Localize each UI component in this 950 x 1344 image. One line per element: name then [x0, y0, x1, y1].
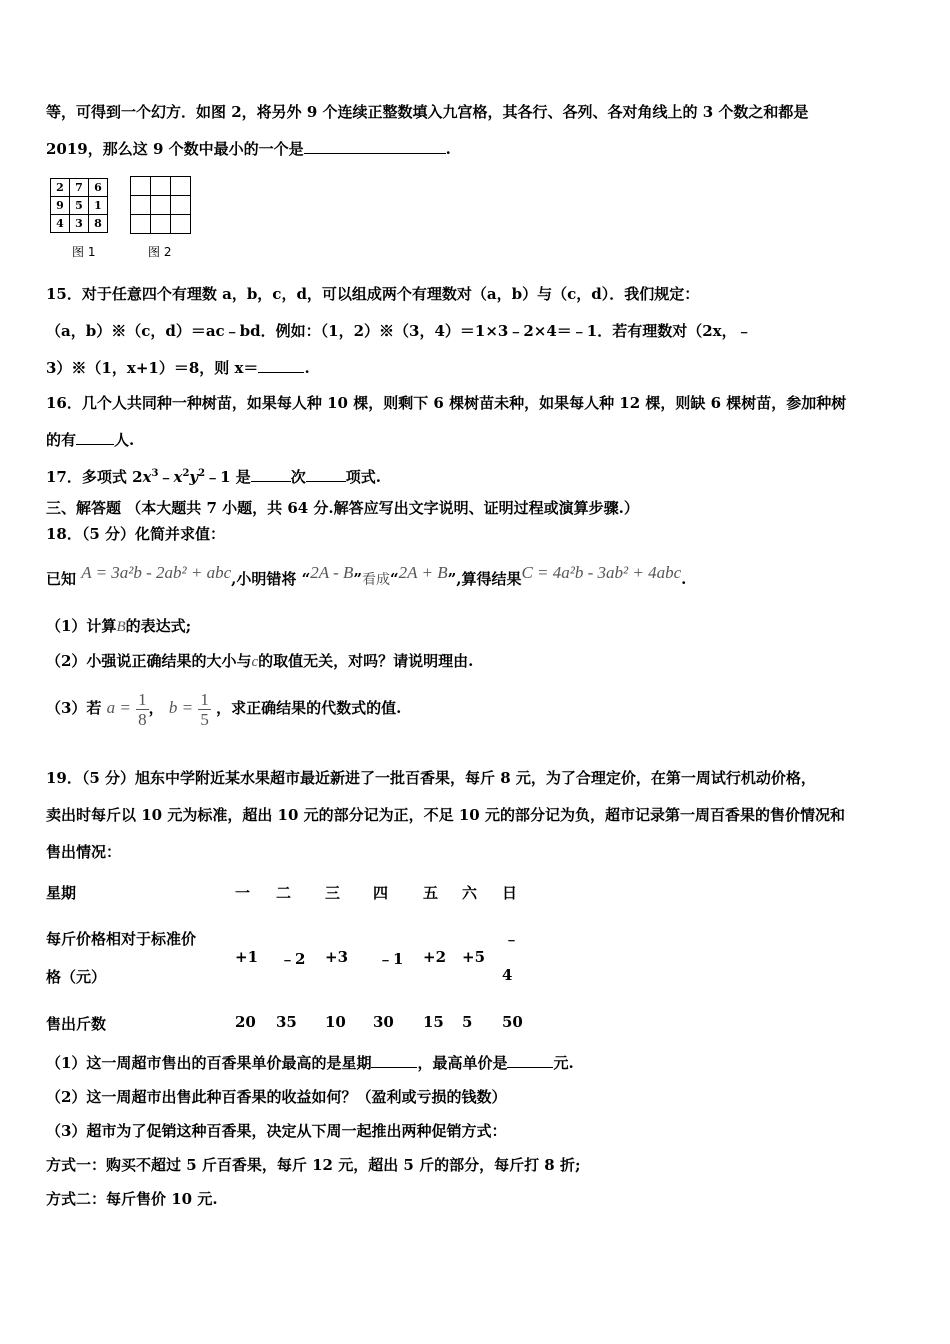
q18-expr-a: A = 3a²b - 2ab² + abc [81, 563, 232, 582]
q18-p3-b: b = [168, 698, 194, 717]
q18-frac-a [136, 690, 149, 729]
table-label-weekday: 星期 [46, 884, 77, 902]
q18-mid4: ”,算得结果 [447, 570, 522, 588]
q18-frac-a-den: 8 [138, 709, 147, 729]
fig2-caption: 图 2 [148, 245, 172, 259]
fig1-cell: 4 [51, 215, 70, 233]
q15-line1: 15．对于任意四个有理数 a，b，c，d，可以组成两个有理数对（a，b）与（c，d）．我们规定： [46, 285, 700, 303]
q15-line3-text: 3）※（1，x+1）＝8，则 x＝ [46, 359, 259, 377]
q18-p1-pre: （1）计算 [46, 617, 117, 635]
fig2-cell [131, 177, 151, 196]
q18-known: 已知 [46, 570, 77, 588]
q16-line1: 16．几个人共同种一种树苗，如果每人种 10 棵，则剩下 6 棵树苗未种，如果每人种 12 棵，则缺 6 棵树苗，参加种树 [46, 394, 847, 412]
table-price: +3 [325, 948, 349, 966]
fig1-cell: 5 [70, 197, 89, 215]
q18-end: . [681, 570, 687, 588]
fig1-cell: 1 [89, 197, 108, 215]
fig2-cell [151, 215, 171, 234]
q14-line2-text: 2019，那么这 9 个数中最小的一个是 [46, 140, 304, 158]
q17-exp2a: 2 [182, 468, 190, 479]
q18-frac-a-num: 1 [138, 689, 147, 709]
q18-part1 [46, 616, 191, 637]
section3-title: 三、解答题 （本大题共 7 小题，共 64 分.解答应写出文字说明、证明过程或演算步骤.） [46, 499, 639, 517]
table-sales: 20 [235, 1013, 256, 1031]
q18-given [46, 563, 687, 588]
q15-line2: （a，b）※（c，d）＝ac﹣bd．例如：（1，2）※（3，4）＝1×3﹣2×4＝﹣1．若有理数对（2x，﹣ [46, 322, 752, 340]
q18-expr-c: C = 4a²b - 3ab² + 4abc [521, 563, 682, 582]
table-day: 日 [502, 884, 518, 902]
fig1-caption: 图 1 [72, 245, 96, 259]
q18-p1-var: B [116, 619, 126, 635]
q18-part3 [46, 686, 401, 730]
q18-p3-post: ，求正确结果的代数式的值. [216, 699, 402, 717]
table-sales: 10 [325, 1013, 346, 1031]
q19-way1: 方式一：购买不超过 5 斤百香果，每斤 12 元，超出 5 斤的部分，每斤打 8 折; [46, 1156, 581, 1174]
table-day: 二 [276, 884, 292, 902]
q18-frac-b-num: 1 [200, 689, 209, 709]
q18-header: 18．（5 分）化简并求值： [46, 525, 226, 543]
q18-frac-b [198, 690, 211, 729]
q18-p2-post: 的取值无关，对吗？请说明理由. [258, 652, 474, 670]
table-sales: 5 [462, 1013, 473, 1031]
table-price: +2 [423, 948, 447, 966]
table-price: +1 [235, 948, 259, 966]
q17-prefix: 17．多项式 2 [46, 468, 143, 486]
fig2-cell [151, 177, 171, 196]
table-sales: 50 [502, 1013, 523, 1031]
q19-part2: （2）这一周超市出售此种百香果的收益如何？（盈利或亏损的钱数） [46, 1088, 507, 1106]
table-price: ﹣1 [378, 950, 404, 968]
q18-seen-as: 看成 [362, 572, 391, 588]
q19-part1 [46, 1053, 574, 1073]
fig2-cell [131, 215, 151, 234]
fig2-cell [131, 196, 151, 215]
q18-frac-b-den: 5 [200, 709, 209, 729]
q18-mid1: ,小明错将 “ [231, 570, 311, 588]
q16-line2-text: 的有 [46, 431, 77, 449]
q19-p1-mid: ，最高单价是 [417, 1054, 508, 1072]
q17-blank-degree [251, 467, 291, 482]
q19-part3: （3）超市为了促销这种百香果，决定从下周一起推出两种促销方式： [46, 1122, 507, 1140]
q18-part2 [46, 651, 473, 672]
table-day: 一 [235, 884, 251, 902]
q18-p3-pre: （3）若 [46, 699, 102, 717]
q19-way2: 方式二：每斤售价 10 元. [46, 1190, 218, 1208]
q17-x: x [142, 468, 152, 486]
table-label-sales: 售出斤数 [46, 1015, 107, 1033]
q16-answer-blank [76, 430, 114, 445]
table-day: 六 [462, 884, 478, 902]
table-sales: 30 [373, 1013, 394, 1031]
q19-blank-price [507, 1053, 553, 1068]
q18-p1-post: 的表达式; [125, 617, 192, 635]
q17-line: 17．多项式 $2x^3﹣x^2y^2﹣1$ 是 次 项式. [46, 468, 382, 486]
fig1-cell: 7 [70, 179, 89, 197]
q17-mid2: 项式. [345, 468, 382, 486]
q19-blank-day [371, 1053, 417, 1068]
q19-line2: 卖出时每斤以 10 元为标准，超出 10 元的部分记为正，不足 10 元的部分记为负，超市记录第一周百香果的售价情况和 [46, 806, 845, 824]
q15-line3 [46, 358, 310, 378]
q16-line2-end: 人. [114, 431, 135, 449]
fig1-cell: 2 [51, 179, 70, 197]
q14-answer-blank [304, 139, 446, 154]
table-sales: 15 [423, 1013, 444, 1031]
q19-p1-end: 元. [553, 1054, 574, 1072]
q18-expr-right: 2A + B [398, 563, 448, 582]
q18-p3-a: a = [106, 698, 131, 717]
q18-expr-wrong: 2A - B [310, 563, 354, 582]
q14-line2-end: . [445, 140, 451, 158]
fig1-cell: 9 [51, 197, 70, 215]
q17-exp2b: 2 [198, 468, 206, 479]
table-label-price-1: 每斤价格相对于标准价 [46, 930, 197, 948]
fig2-cell [171, 177, 191, 196]
table-price: +5 [462, 948, 486, 966]
q17-blank-terms [306, 467, 346, 482]
table-label-price-2: 格（元） [46, 968, 107, 986]
table-price-sunday-value: 4 [502, 966, 513, 984]
fig2-cell [171, 196, 191, 215]
fig1-cell: 6 [89, 179, 108, 197]
q15-line3-end: . [304, 359, 310, 377]
q14-line1: 等，可得到一个幻方．如图 2，将另外 9 个连续正整数填入九宫格，其各行、各列、各对角线上的 3 个数之和都是 [46, 103, 809, 121]
q18-p3-sep: ， [148, 699, 164, 717]
q19-p1-pre: （1）这一周超市售出的百香果单价最高的是星期 [46, 1054, 372, 1072]
table-sales: 35 [276, 1013, 297, 1031]
table-day: 三 [325, 884, 341, 902]
q17-mid1: 次 [290, 468, 306, 486]
q19-line1: 19．（5 分）旭东中学附近某水果超市最近新进了一批百香果，每斤 8 元，为了合理定价，在第一周试行机动价格， [46, 769, 816, 787]
q17-x2: x [173, 468, 183, 486]
q19-line3: 售出情况： [46, 843, 122, 861]
q16-line2 [46, 430, 134, 450]
q18-p2-pre: （2）小强说正确结果的大小与 [46, 652, 252, 670]
q15-answer-blank [258, 358, 304, 373]
q18-mid3: “ [390, 570, 399, 588]
magic-square-figure1 [50, 178, 108, 233]
q17-exp3: 3 [151, 468, 159, 479]
q18-p2-var: c [251, 654, 259, 670]
fig2-cell [151, 196, 171, 215]
magic-square-figure2 [130, 176, 191, 234]
q17-y: y [189, 468, 199, 486]
table-price: ﹣2 [280, 950, 306, 968]
q18-mid2: ” [353, 570, 363, 588]
table-day: 五 [423, 884, 439, 902]
table-price-sunday-sign: ﹣ [504, 930, 520, 948]
q14-line2 [46, 139, 451, 159]
fig2-cell [171, 215, 191, 234]
fig1-cell: 3 [70, 215, 89, 233]
table-day: 四 [373, 884, 389, 902]
fig1-cell: 8 [89, 215, 108, 233]
